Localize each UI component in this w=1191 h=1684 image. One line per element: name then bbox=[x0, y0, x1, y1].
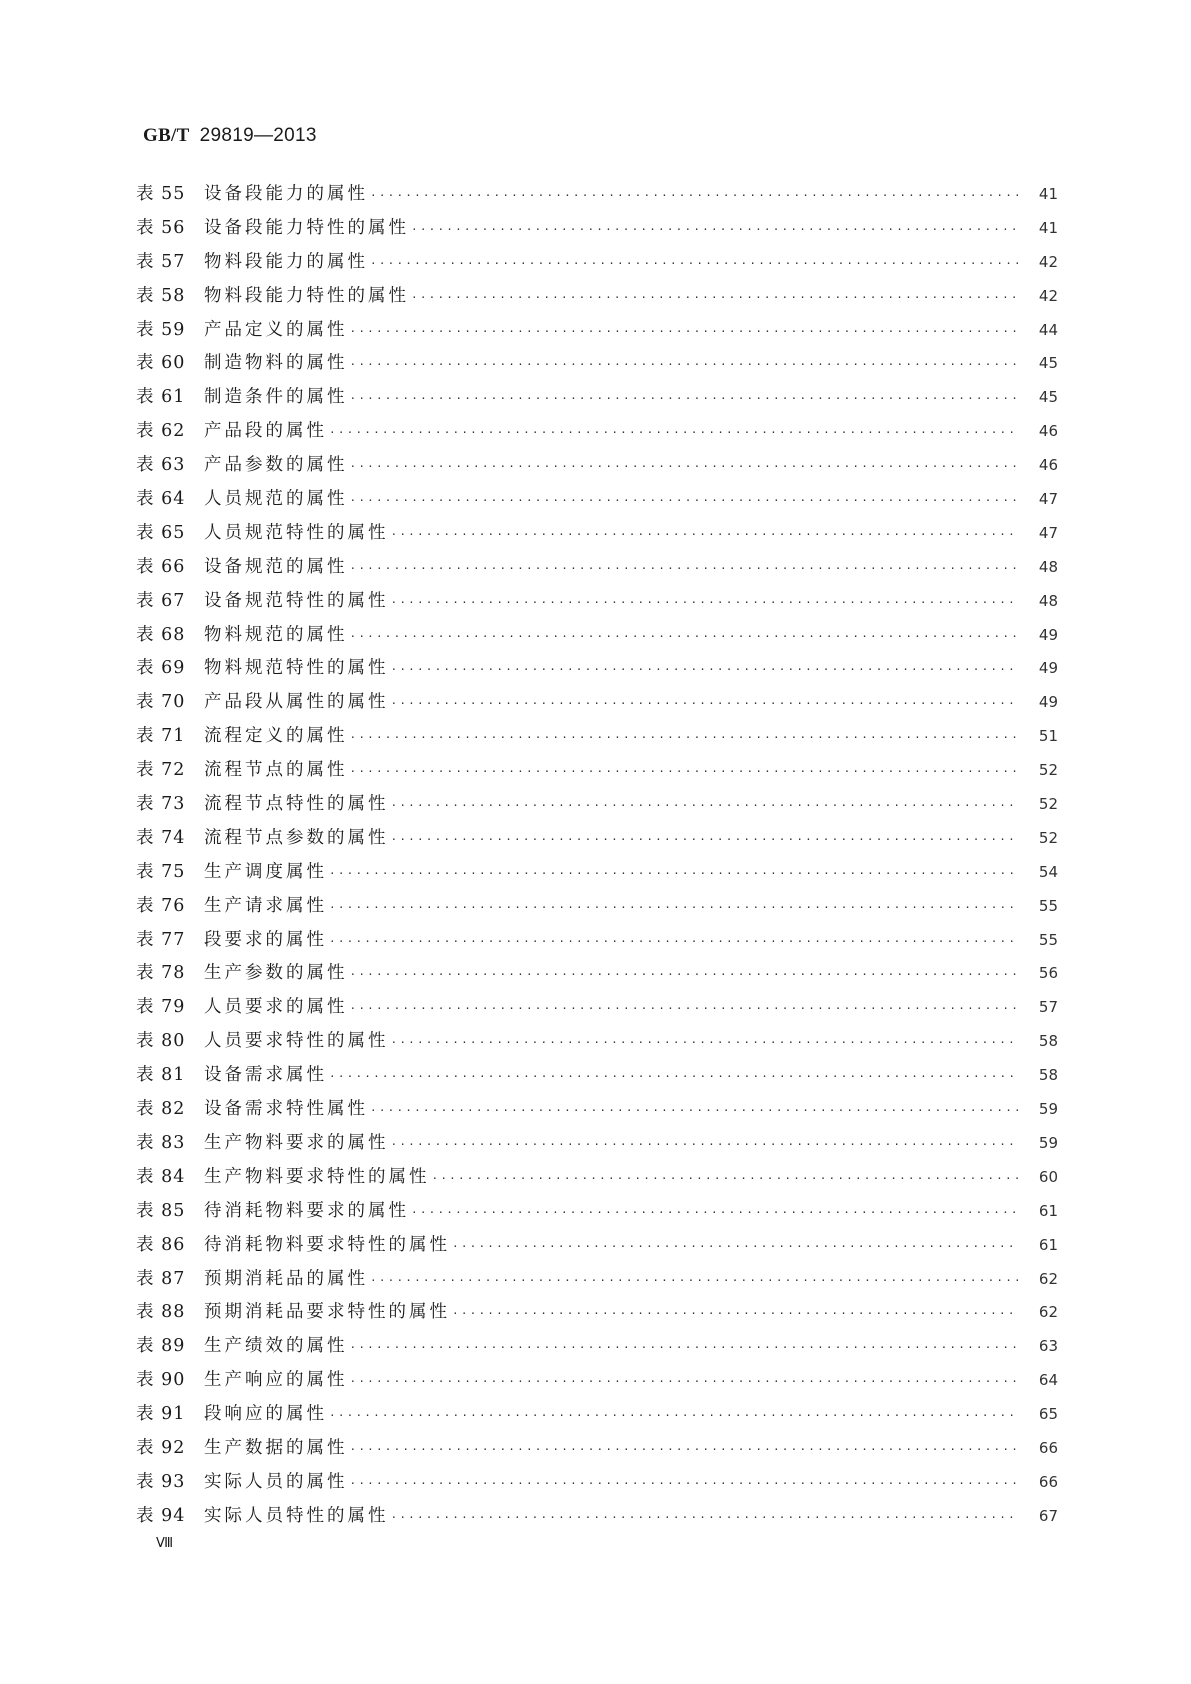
toc-dot-leader bbox=[391, 697, 1019, 710]
toc-entry-label: 表 62 bbox=[136, 421, 186, 442]
toc-entry-page: 59 bbox=[1038, 1133, 1058, 1152]
toc-entry-page: 60 bbox=[1038, 1167, 1058, 1186]
toc-entry-page: 57 bbox=[1038, 998, 1058, 1017]
toc-entry-page: 66 bbox=[1038, 1438, 1058, 1457]
toc-entry-label: 表 85 bbox=[136, 1200, 186, 1221]
toc-dot-leader bbox=[350, 765, 1019, 778]
toc-entry-title: 设备段能力特性的属性 bbox=[204, 217, 409, 238]
toc-entry-page: 66 bbox=[1038, 1472, 1058, 1491]
toc-entry-label: 表 75 bbox=[136, 861, 186, 882]
toc-entry-label: 表 81 bbox=[136, 1065, 186, 1086]
toc-entry[interactable] bbox=[136, 1400, 1058, 1434]
toc-dot-leader bbox=[391, 1138, 1019, 1151]
toc-dot-leader bbox=[432, 1172, 1019, 1185]
toc-entry-title: 产品参数的属性 bbox=[204, 455, 348, 476]
toc-entry[interactable] bbox=[136, 282, 1058, 316]
toc-entry-page: 61 bbox=[1038, 1235, 1058, 1254]
toc-entry-title: 流程定义的属性 bbox=[204, 726, 348, 747]
toc-entry-page: 44 bbox=[1038, 320, 1058, 339]
toc-dot-leader bbox=[391, 833, 1019, 846]
toc-entry[interactable] bbox=[136, 1468, 1058, 1502]
toc-entry[interactable] bbox=[136, 959, 1058, 993]
toc-entry[interactable] bbox=[136, 1265, 1058, 1299]
toc-dot-leader bbox=[411, 291, 1018, 304]
toc-entry-title: 产品段从属性的属性 bbox=[204, 692, 389, 713]
toc-entry-label: 表 80 bbox=[136, 1031, 186, 1052]
toc-dot-leader bbox=[350, 460, 1019, 473]
toc-entry-label: 表 55 bbox=[136, 184, 186, 204]
toc-entry-page: 51 bbox=[1038, 727, 1058, 746]
toc-dot-leader bbox=[370, 189, 1018, 202]
toc-entry-page: 48 bbox=[1038, 591, 1058, 610]
toc-entry[interactable] bbox=[136, 553, 1058, 587]
toc-dot-leader bbox=[329, 1070, 1018, 1083]
toc-entry[interactable] bbox=[136, 1298, 1058, 1332]
toc-dot-leader bbox=[391, 596, 1019, 609]
toc-entry[interactable] bbox=[136, 1095, 1058, 1129]
toc-dot-leader bbox=[370, 1274, 1018, 1287]
toc-entry-page: 45 bbox=[1038, 354, 1058, 373]
toc-entry[interactable] bbox=[136, 756, 1058, 790]
toc-dot-leader bbox=[350, 1002, 1019, 1015]
toc-entry-title: 设备段能力的属性 bbox=[204, 184, 368, 204]
toc-entry-title: 生产请求属性 bbox=[204, 895, 327, 916]
toc-entry-label: 表 63 bbox=[136, 455, 186, 476]
toc-entry[interactable] bbox=[136, 485, 1058, 519]
toc-entry[interactable] bbox=[136, 654, 1058, 688]
toc-entry-page: 49 bbox=[1038, 659, 1058, 678]
toc-dot-leader bbox=[350, 392, 1019, 405]
toc-entry-label: 表 56 bbox=[136, 217, 186, 238]
toc-entry-page: 55 bbox=[1038, 896, 1058, 915]
page-number: Ⅷ bbox=[156, 1536, 173, 1551]
toc-entry-label: 表 83 bbox=[136, 1132, 186, 1153]
toc-entry-label: 表 77 bbox=[136, 929, 186, 950]
toc-entry-title: 实际人员特性的属性 bbox=[204, 1505, 389, 1526]
toc-entry[interactable] bbox=[136, 519, 1058, 553]
toc-entry[interactable] bbox=[136, 1129, 1058, 1163]
toc-entry-label: 表 82 bbox=[136, 1099, 186, 1120]
toc-entry-label: 表 91 bbox=[136, 1404, 186, 1425]
toc-entry-label: 表 58 bbox=[136, 285, 186, 306]
toc-entry-title: 生产数据的属性 bbox=[204, 1437, 348, 1458]
toc-entry-label: 表 61 bbox=[136, 387, 186, 408]
toc-entry-page: 65 bbox=[1038, 1405, 1058, 1424]
toc-entry-title: 人员要求特性的属性 bbox=[204, 1031, 389, 1052]
toc-dot-leader bbox=[350, 630, 1019, 643]
toc-entry[interactable] bbox=[136, 688, 1058, 722]
toc-entry-title: 生产参数的属性 bbox=[204, 963, 348, 984]
toc-dot-leader bbox=[391, 1036, 1019, 1049]
toc-entry-label: 表 78 bbox=[136, 963, 186, 984]
toc-entry[interactable] bbox=[136, 1502, 1058, 1536]
toc-entry-title: 设备规范的属性 bbox=[204, 556, 348, 577]
toc-dot-leader bbox=[370, 1104, 1018, 1117]
toc-entry-title: 段响应的属性 bbox=[204, 1404, 327, 1425]
toc-entry-label: 表 70 bbox=[136, 692, 186, 713]
toc-entry-label: 表 68 bbox=[136, 624, 186, 645]
toc-entry-title: 物料规范的属性 bbox=[204, 624, 348, 645]
toc-entry-label: 表 89 bbox=[136, 1336, 186, 1357]
toc-entry-page: 62 bbox=[1038, 1269, 1058, 1288]
toc-entry-title: 制造物料的属性 bbox=[204, 353, 348, 374]
toc-dot-leader bbox=[350, 1477, 1019, 1490]
toc-dot-leader bbox=[391, 1511, 1019, 1524]
toc-entry-page: 61 bbox=[1038, 1201, 1058, 1220]
toc-entry[interactable] bbox=[136, 316, 1058, 350]
toc-entry[interactable] bbox=[136, 214, 1058, 248]
toc-entry[interactable] bbox=[136, 180, 1058, 214]
toc-entry-label: 表 94 bbox=[136, 1505, 186, 1526]
toc-dot-leader bbox=[350, 731, 1019, 744]
toc-entry-label: 表 87 bbox=[136, 1268, 186, 1289]
standard-code: GB/T bbox=[143, 125, 190, 146]
toc-entry-page: 64 bbox=[1038, 1371, 1058, 1390]
toc-entry-title: 人员规范特性的属性 bbox=[204, 522, 389, 543]
toc-entry[interactable] bbox=[136, 824, 1058, 858]
toc-entry-label: 表 66 bbox=[136, 556, 186, 577]
toc-entry[interactable] bbox=[136, 926, 1058, 960]
toc-dot-leader bbox=[329, 1409, 1018, 1422]
toc-entry-label: 表 59 bbox=[136, 319, 186, 340]
toc-entry[interactable] bbox=[136, 1434, 1058, 1468]
toc-entry[interactable] bbox=[136, 1061, 1058, 1095]
toc-entry[interactable] bbox=[136, 621, 1058, 655]
toc-entry-label: 表 67 bbox=[136, 590, 186, 611]
toc-entry-label: 表 73 bbox=[136, 794, 186, 815]
toc-entry[interactable] bbox=[136, 417, 1058, 451]
toc-entry-page: 41 bbox=[1038, 185, 1058, 203]
toc-entry-title: 人员规范的属性 bbox=[204, 489, 348, 510]
toc-entry[interactable] bbox=[136, 1231, 1058, 1265]
toc-entry-page: 55 bbox=[1038, 930, 1058, 949]
toc-dot-leader bbox=[350, 1375, 1019, 1388]
toc-entry-title: 生产调度属性 bbox=[204, 861, 327, 882]
toc-dot-leader bbox=[350, 1443, 1019, 1456]
toc-entry-label: 表 64 bbox=[136, 489, 186, 510]
toc-entry-title: 待消耗物料要求特性的属性 bbox=[204, 1234, 450, 1255]
toc-entry[interactable] bbox=[136, 1366, 1058, 1400]
toc-entry-title: 流程节点参数的属性 bbox=[204, 827, 389, 848]
toc-entry-page: 67 bbox=[1038, 1506, 1058, 1525]
toc-entry-title: 生产绩效的属性 bbox=[204, 1336, 348, 1357]
toc-entry-title: 预期消耗品的属性 bbox=[204, 1268, 368, 1289]
toc-entry-label: 表 92 bbox=[136, 1437, 186, 1458]
toc-entry-page: 49 bbox=[1038, 625, 1058, 644]
toc-entry-title: 待消耗物料要求的属性 bbox=[204, 1200, 409, 1221]
toc-entry[interactable] bbox=[136, 1027, 1058, 1061]
toc-dot-leader bbox=[329, 935, 1018, 948]
toc-entry[interactable] bbox=[136, 790, 1058, 824]
toc-dot-leader bbox=[411, 1206, 1018, 1219]
toc-dot-leader bbox=[391, 799, 1019, 812]
toc-dot-leader bbox=[329, 901, 1018, 914]
toc-entry-page: 62 bbox=[1038, 1303, 1058, 1322]
toc-entry-page: 52 bbox=[1038, 795, 1058, 814]
toc-entry-page: 56 bbox=[1038, 964, 1058, 983]
toc-entry[interactable] bbox=[136, 248, 1058, 282]
toc-entry-title: 生产物料要求特性的属性 bbox=[204, 1166, 430, 1187]
toc-entry-title: 设备需求属性 bbox=[204, 1065, 327, 1086]
toc-entry-page: 48 bbox=[1038, 557, 1058, 576]
toc-entry-page: 59 bbox=[1038, 1100, 1058, 1119]
standard-number: 29819—2013 bbox=[199, 125, 317, 146]
toc-entry-title: 制造条件的属性 bbox=[204, 387, 348, 408]
toc-entry-title: 设备规范特性的属性 bbox=[204, 590, 389, 611]
toc-dot-leader bbox=[329, 867, 1018, 880]
toc-entry-page: 45 bbox=[1038, 388, 1058, 407]
toc-entry-page: 47 bbox=[1038, 523, 1058, 542]
toc-entry-label: 表 88 bbox=[136, 1302, 186, 1323]
toc-entry[interactable] bbox=[136, 587, 1058, 621]
toc-entry[interactable] bbox=[136, 349, 1058, 383]
toc-entry[interactable] bbox=[136, 1163, 1058, 1197]
toc-entry-label: 表 86 bbox=[136, 1234, 186, 1255]
toc-entry-label: 表 79 bbox=[136, 997, 186, 1018]
toc-entry-title: 产品段的属性 bbox=[204, 421, 327, 442]
toc-entry-title: 产品定义的属性 bbox=[204, 319, 348, 340]
toc-entry-page: 46 bbox=[1038, 422, 1058, 441]
toc-dot-leader bbox=[411, 223, 1018, 236]
toc-entry[interactable] bbox=[136, 1332, 1058, 1366]
toc-entry-page: 41 bbox=[1038, 218, 1058, 237]
toc-entry-label: 表 65 bbox=[136, 522, 186, 543]
toc-entry-title: 物料规范特性的属性 bbox=[204, 658, 389, 679]
toc-entry-title: 实际人员的属性 bbox=[204, 1471, 348, 1492]
toc-entry[interactable] bbox=[136, 383, 1058, 417]
toc-entry-title: 设备需求特性属性 bbox=[204, 1099, 368, 1120]
toc-dot-leader bbox=[452, 1240, 1018, 1253]
toc-entry-title: 段要求的属性 bbox=[204, 929, 327, 950]
toc-dot-leader bbox=[350, 968, 1019, 981]
toc-dot-leader bbox=[350, 562, 1019, 575]
toc-entry-label: 表 93 bbox=[136, 1471, 186, 1492]
toc-entry-page: 46 bbox=[1038, 456, 1058, 475]
toc-entry[interactable] bbox=[136, 993, 1058, 1027]
toc-entry-page: 58 bbox=[1038, 1032, 1058, 1051]
toc-entry-label: 表 69 bbox=[136, 658, 186, 679]
toc-entry-page: 52 bbox=[1038, 761, 1058, 780]
toc-entry-title: 流程节点特性的属性 bbox=[204, 794, 389, 815]
toc-entry-label: 表 90 bbox=[136, 1370, 186, 1391]
toc-entry-label: 表 71 bbox=[136, 726, 186, 747]
toc-entry-page: 42 bbox=[1038, 286, 1058, 305]
toc-entry-title: 物料段能力特性的属性 bbox=[204, 285, 409, 306]
toc-dot-leader bbox=[350, 1341, 1019, 1354]
toc-entry-label: 表 72 bbox=[136, 760, 186, 781]
toc-entry-label: 表 57 bbox=[136, 251, 186, 272]
toc-entry-page: 54 bbox=[1038, 862, 1058, 881]
toc-dot-leader bbox=[350, 358, 1019, 371]
toc-entry-label: 表 74 bbox=[136, 827, 186, 848]
toc-dot-leader bbox=[452, 1307, 1018, 1320]
table-of-contents-list bbox=[136, 180, 1058, 1536]
toc-entry-label: 表 76 bbox=[136, 895, 186, 916]
toc-entry-page: 52 bbox=[1038, 828, 1058, 847]
toc-dot-leader bbox=[350, 325, 1019, 338]
toc-dot-leader bbox=[350, 494, 1019, 507]
toc-entry-page: 63 bbox=[1038, 1337, 1058, 1356]
toc-entry[interactable] bbox=[136, 1197, 1058, 1231]
toc-dot-leader bbox=[329, 426, 1018, 439]
toc-entry[interactable] bbox=[136, 892, 1058, 926]
toc-dot-leader bbox=[391, 528, 1019, 541]
document-header bbox=[143, 125, 317, 147]
toc-entry-title: 生产物料要求的属性 bbox=[204, 1132, 389, 1153]
toc-entry-page: 58 bbox=[1038, 1066, 1058, 1085]
toc-entry-title: 流程节点的属性 bbox=[204, 760, 348, 781]
toc-entry-title: 预期消耗品要求特性的属性 bbox=[204, 1302, 450, 1323]
toc-entry-title: 物料段能力的属性 bbox=[204, 251, 368, 272]
toc-entry-title: 生产响应的属性 bbox=[204, 1370, 348, 1391]
toc-entry[interactable] bbox=[136, 451, 1058, 485]
toc-dot-leader bbox=[370, 257, 1018, 270]
toc-entry[interactable] bbox=[136, 722, 1058, 756]
toc-dot-leader bbox=[391, 663, 1019, 676]
toc-entry[interactable] bbox=[136, 858, 1058, 892]
toc-entry-label: 表 60 bbox=[136, 353, 186, 374]
toc-entry-page: 42 bbox=[1038, 252, 1058, 271]
toc-entry-page: 47 bbox=[1038, 490, 1058, 509]
toc-entry-page: 49 bbox=[1038, 693, 1058, 712]
toc-entry-title: 人员要求的属性 bbox=[204, 997, 348, 1018]
toc-entry-label: 表 84 bbox=[136, 1166, 186, 1187]
